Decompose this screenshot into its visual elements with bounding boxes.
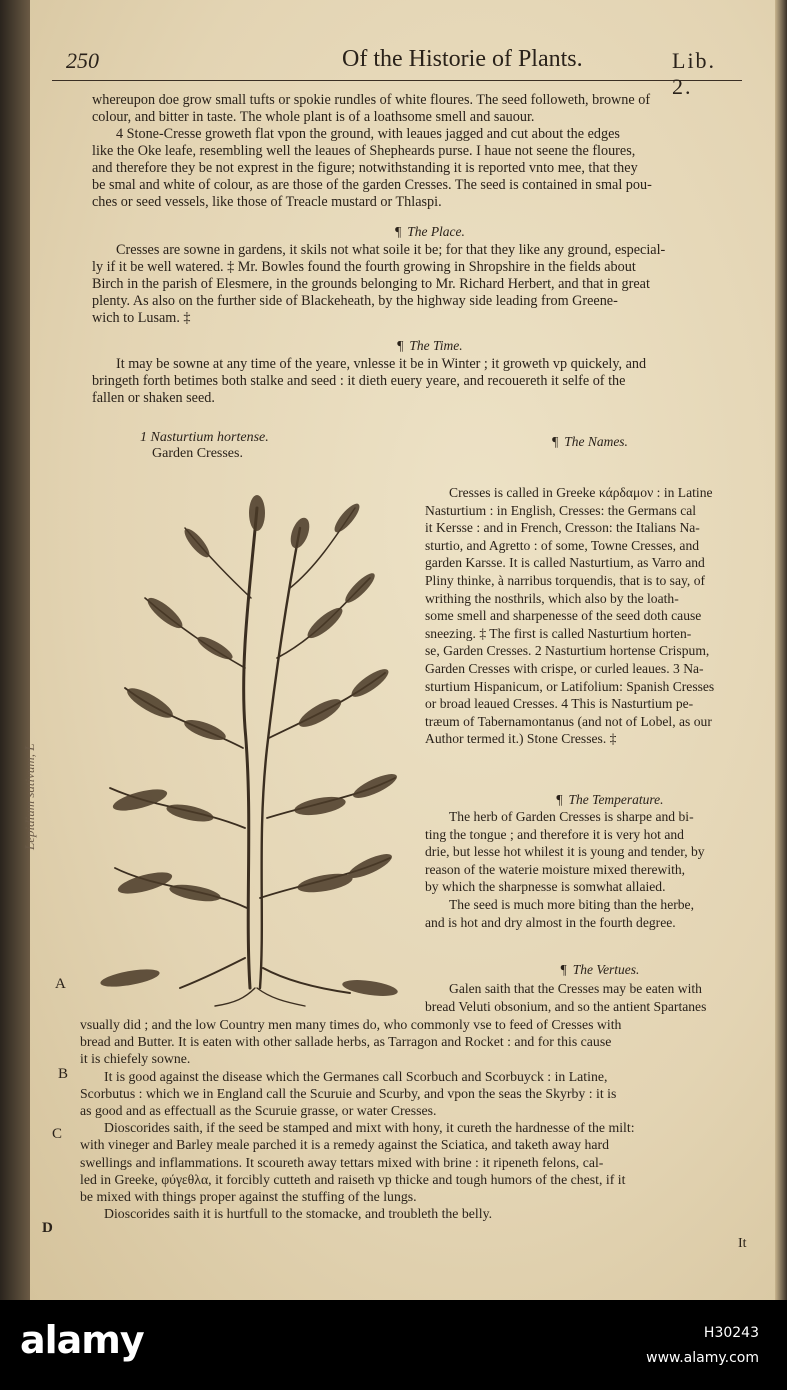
vertues-text (80, 1016, 770, 1222)
place-text (92, 242, 772, 327)
text-line: ches or seed vessels, like those of Treacle mustard or Thlaspi. (92, 194, 442, 210)
text-line: as good and as effectuall as the Scuruie grasse, or water Cresses. (80, 1103, 437, 1119)
running-header (52, 40, 742, 99)
book-number: Lib. 2. (672, 48, 717, 99)
text-line: and therefore they be not exprest in the figure; notwithstanding it is reported vnto mee, that they (92, 160, 638, 176)
temperature-text (425, 808, 767, 931)
section-heading-time: ¶ The Time. (397, 338, 463, 353)
text-line: it is chiefely sowne. (80, 1051, 191, 1067)
text-line: wich to Lusam. ‡ (92, 310, 191, 326)
text-line: fallen or shaken seed. (92, 390, 215, 406)
names-text (425, 484, 767, 748)
book-page (22, 0, 775, 1300)
margin-handwritten-note: Lepidium sativum, L (22, 743, 37, 850)
stock-watermark-bar (0, 1300, 787, 1390)
text-line: writhing the nosthrils, which also by the loath- (425, 590, 679, 606)
text-line: vsually did ; and the low Country men many times do, who commonly vse to feed of Cresses with (80, 1017, 622, 1032)
text-line: reason of the waterie moisture mixed therewith, (425, 861, 686, 877)
text-line: Birch in the parish of Elesmere, in the grounds belonging to Mr. Richard Herbert, and that in great (92, 276, 650, 292)
figure-caption-english: Garden Cresses. (152, 446, 243, 461)
section-heading-vertues: ¶ The Vertues. (560, 962, 640, 977)
text-line: Cresses are sowne in gardens, it skils not what soile it be; for that they like any ground, especial- (116, 242, 666, 258)
text-line: sturtio, and Agretto : of some, Towne Cresses, and (425, 537, 700, 553)
watermark-url: www.alamy.com (646, 1350, 759, 1366)
text-line: se, Garden Cresses. 2 Nasturtium hortense Crispum, (425, 643, 710, 659)
text-line: bringeth forth betimes both stalke and seed : it dieth euery yeare, and recouereth it selfe of the (92, 373, 626, 389)
text-line: it Kersse : and in French, Cresson: the Italians Na- (425, 520, 700, 536)
margin-letter-b: B (58, 1066, 69, 1082)
text-line: with vineger and Barley meale parched it is a remedy against the Sciatica, and taketh away hard (80, 1137, 610, 1153)
text-line: It may be sowne at any time of the yeare, vnlesse it be in Winter ; it groweth vp quickely, and (116, 356, 647, 372)
garden-cress-woodcut (85, 488, 415, 1008)
text-line: Scorbutus : which we in England call the Scuruie and Scurby, and vpon the seas the Skyrby : it is (80, 1085, 617, 1101)
text-line: Dioscorides saith it is hurtfull to the stomacke, and troubleth the belly. (104, 1206, 493, 1222)
figure-caption-latin: 1 Nasturtium hortense. (140, 430, 269, 445)
text-line: swellings and inflammations. It scoureth away tettars mixed with brine : it ripeneth felons, cal- (80, 1154, 604, 1170)
text-line: drie, but lesse hot whilest it is young and tender, by (425, 844, 705, 860)
section-heading-names: ¶ The Names. (552, 434, 628, 449)
text-line: Dioscorides saith, if the seed be stamped and mixt with hony, it cureth the hardnesse of the milt: (104, 1120, 635, 1136)
text-line: ly if it be well watered. ‡ Mr. Bowles found the fourth growing in Shropshire in the fields about (92, 259, 636, 275)
plant-illustration (85, 488, 415, 1008)
text-line: be mixed with things proper against the stuffing of the lungs. (80, 1189, 417, 1205)
text-line: Nasturtium : in English, Cresses: the Germans cal (425, 502, 697, 518)
top-text (92, 92, 772, 211)
text-line: Pliny thinke, à narribus torquendis, that is to say, of (425, 572, 706, 588)
text-line: or broad leaued Cresses. 4 This is Nasturtium pe- (425, 696, 694, 712)
text-line: The herb of Garden Cresses is sharpe and bi- (449, 809, 694, 824)
text-line: It is good against the disease which the Germanes call Scorbuch and Scorbuyck : in Latine, (104, 1068, 608, 1084)
text-line: whereupon doe grow small tufts or spokie rundles of white floures. The seed followeth, browne of (92, 92, 651, 108)
text-line: sturtium Hispanicum, or Latifolium: Spanish Cresses (425, 678, 715, 694)
text-line: ting the tongue ; and therefore it is very hot and (425, 826, 684, 842)
watermark-logo: alamy (20, 1318, 144, 1362)
vertues-text-narrow (425, 980, 767, 1015)
text-line: Garden Cresses with crispe, or curled leaues. 3 Na- (425, 660, 704, 676)
text-line: like the Oke leafe, resembling well the leaues of Shepheards purse. I haue not seene the floures, (92, 143, 636, 159)
text-line: sneezing. ‡ The first is called Nasturtium horten- (425, 625, 692, 641)
text-line: some smell and sharpenesse of the seed doth cause (425, 608, 702, 624)
text-line: led in Greeke, φύγεθλα, it forcibly cutteth and raiseth vp thicke and tough humors of the chest, if it (80, 1171, 626, 1187)
text-line: be smal and white of colour, as are those of the garden Cresses. The seed is contained in smal pou- (92, 177, 652, 193)
text-line: by which the sharpnesse is somwhat allaied. (425, 879, 666, 895)
text-line: garden Karsse. It is called Nasturtium, as Varro and (425, 555, 705, 571)
margin-letter-c: C (52, 1126, 63, 1142)
section-heading-temperature: ¶ The Temperature. (556, 792, 664, 807)
page-edge (775, 0, 787, 1300)
text-line: Galen saith that the Cresses may be eaten with (449, 981, 702, 996)
margin-letter-d: D (42, 1220, 53, 1236)
watermark-image-id: H30243 (703, 1325, 759, 1341)
text-line: plenty. As also on the further side of Blackeheath, by the highway side leading from Greene- (92, 293, 618, 309)
text-line: bread and Butter. It is eaten with other sallade herbs, as Tarragon and Rocket : and for this cause (80, 1034, 612, 1050)
text-line: and is hot and dry almost in the fourth degree. (425, 914, 676, 930)
text-line: Cresses is called in Greeke κάρδαμον : in Latine (449, 485, 713, 500)
section-heading-place: ¶ The Place. (395, 224, 465, 239)
text-line: 4 Stone-Cresse groweth flat vpon the ground, with leaues jagged and cut about the edges (116, 126, 620, 142)
margin-letter-a: A (55, 976, 66, 992)
text-line: bread Veluti obsonium, and so the antient Spartanes (425, 998, 707, 1014)
text-line: The seed is much more biting than the herbe, (449, 896, 694, 912)
catchword: It (738, 1236, 747, 1251)
text-line: Author termed it.) Stone Cresses. ‡ (425, 731, 617, 747)
page-number: 250 (66, 48, 99, 73)
text-line: træum of Tabernamontanus (and not of Lobel, as our (425, 713, 712, 729)
page-title: Of the Historie of Plants. (342, 46, 583, 72)
time-text (92, 356, 772, 407)
text-line: colour, and bitter in taste. The whole plant is of a loathsome smell and sauour. (92, 109, 535, 125)
figure-caption (140, 430, 269, 462)
